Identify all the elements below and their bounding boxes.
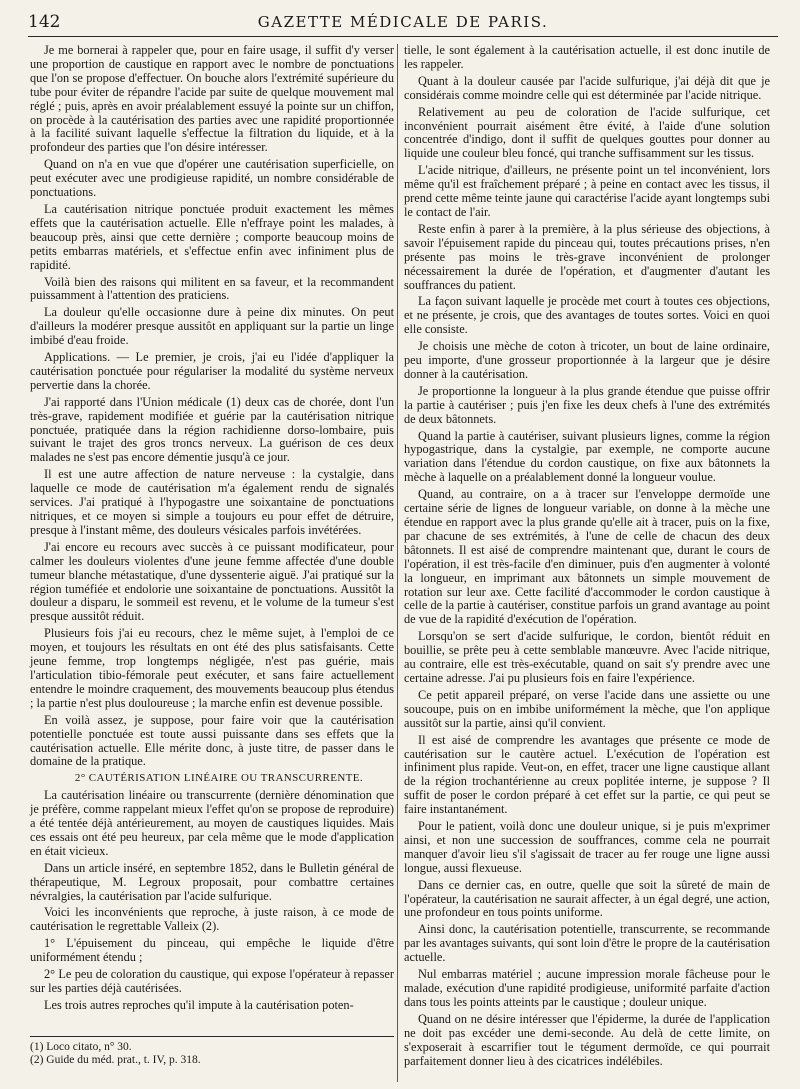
page-number: 142: [28, 12, 61, 32]
paragraph: La douleur qu'elle occasionne dure à peine dix minutes. On peut d'ailleurs la modérer presque aussitôt en appliquant sur la partie un linge imbibé d'eau froide.: [30, 305, 394, 348]
paragraph: L'acide nitrique, d'ailleurs, ne présente point un tel inconvénient, lors même qu'il est fraîchement préparé ; à peine en contact avec les tissus, il prend cette même teinte jaune qui caractérise l'acide ayant longtemps subi le contact de l'air.: [404, 163, 770, 219]
paragraph: Quand, au contraire, on a à tracer sur l'enveloppe dermoïde une certaine série de lignes de longueur variable, on donne à la mèche une étendue en rapport avec la plus grande qu'elle ait à tracer, puis on la fixe, par chacune de ses extrémités, à l'une de celle de chacun des deux bâtonnets. Il est aisé de comprendre maintenant que, durant le cours de l'opération, il est très-facile d'en diminuer, puis d'en augmenter à volonté la longueur, en imprimant aux bâtonnets un simple mouvement de rotation sur leur axe. Cette facilité d'accommoder le cordon caustique à celle de la partie à cautériser, constitue parfois un grand avantage au point de vue de la rapidité d'exécution de l'opération.: [404, 487, 770, 627]
footnotes: [30, 1036, 394, 1067]
paragraph: La cautérisation linéaire ou transcurrente (dernière dénomination que je préfère, comme rappelant mieux l'effet qu'on se propose de reproduire) a été tentée déjà antérieurement, au moyen de caustiques liquides. Mais ces essais ont été peu heureux, par cela même que le mode d'application en était vicieux.: [30, 788, 394, 858]
left-column: [30, 44, 394, 1016]
paragraph: Voilà bien des raisons qui militent en sa faveur, et la recommandent puissamment à l'attention des praticiens.: [30, 274, 394, 303]
paragraph: Quand on n'a en vue que d'opérer une cautérisation superficielle, on peut exécuter avec une prodigieuse rapidité, un nombre considérable de ponctuations.: [30, 157, 394, 200]
right-column: [404, 44, 770, 1071]
paragraph: Quant à la douleur causée par l'acide sulfurique, j'ai déjà dit que je considérais comme moindre celle qui est déterminée par l'acide nitrique.: [404, 73, 770, 102]
paragraph: Nul embarras matériel ; aucune impression morale fâcheuse pour le malade, exécution d'une rapidité prodigieuse, uniformité parfaite d'action dans tous les points atteints par le caustique ; douleur unique.: [404, 967, 770, 1009]
paragraph: Je proportionne la longueur à la plus grande étendue que puisse offrir la partie à cautériser ; puis j'en fixe les deux chefs à l'une des extrémités de deux bâtonnets.: [404, 383, 770, 426]
paragraph: J'ai rapporté dans l'Union médicale (1) deux cas de chorée, dont l'un très-grave, rapidement modifiée et guérie par la cautérisation nitrique ponctuée, pratiquée dans la région rachidienne dorso-lombaire, puis suivant le trajet des gros troncs nerveux. La guérison de ces deux malades ne s'est pas encore démentie jusqu'à ce jour.: [30, 394, 394, 465]
paragraph: Les trois autres reproches qu'il impute à la cautérisation poten-: [44, 997, 354, 1012]
paragraph: Lorsqu'on se sert d'acide sulfurique, le cordon, bientôt réduit en bouillie, se prête peu à cette semblable manœuvre. Avec l'acide nitrique, au contraire, elle est très-exécutable, quand on sait s'y prendre avec une certaine adresse. J'ai pu plusieurs fois en faire l'expérience.: [404, 629, 770, 685]
paragraph: Ce petit appareil préparé, on verse l'acide dans une assiette ou une soucoupe, puis on en imbibe uniformément la mèche, que l'on applique aussitôt sur la partie, ainsi qu'il convient.: [404, 687, 770, 730]
paragraph: En voilà assez, je suppose, pour faire voir que la cautérisation potentielle ponctuée est toute aussi puissante dans ses effets que la cautérisation actuelle. Elle mérite donc, à juste titre, de passer dans le domaine de la pratique.: [30, 712, 394, 769]
paragraph: Dans ce dernier cas, en outre, quelle que soit la sûreté de main de l'opérateur, la cautérisation ne saurait affecter, à un égal degré, une action, une profondeur en tous points uniforme.: [404, 877, 770, 920]
paragraph: Applications. — Le premier, je crois, j'ai eu l'idée d'appliquer la cautérisation ponctuée pour régulariser la modalité du système nerveux pervertie dans la chorée.: [30, 350, 394, 392]
paragraph: Voici les inconvénients que reproche, à juste raison, à ce mode de cautérisation le regrettable Valleix (2).: [30, 905, 394, 934]
paragraph: 2° Le peu de coloration du caustique, qui expose l'opérateur à repasser sur les parties déjà cautérisées.: [30, 967, 394, 995]
footnote: (1) Loco citato, n° 30.: [30, 1041, 132, 1053]
paragraph: Quand la partie à cautériser, suivant plusieurs lignes, comme la région hypogastrique, dans la cystalgie, par exemple, ne comporte aucune variation dans l'étendue du cordon caustique, on fixe aux bâtonnets la mèche à laquelle on a préalablement donné la longueur voulue.: [404, 428, 770, 485]
paragraph: Je me bornerai à rappeler que, pour en faire usage, il suffit d'y verser une proportion de caustique en rapport avec le nombre de ponctuations que l'on se propose d'effectuer. On bouche alors l'extrémité supérieure du tube pour éviter de répandre l'acide par suite de quelque mouvement mal réglé ; puis, après en avoir préalablement essuyé la pointe sur un chiffon, on procède à la cautérisation des parties avec une rapidité proportionnée à la facilité suivant laquelle s'effectue la filtration du liquide, et à la profondeur des parties que l'on désire intéresser.: [30, 43, 394, 155]
paragraph: Relativement au peu de coloration de l'acide sulfurique, cet inconvénient pourrait aisément être évité, à l'aide d'une solution concentrée d'indigo, dont il suffit de quelques gouttes pour donner au liquide une couleur bleu foncé, qui tranche suffisamment sur les tissus.: [404, 104, 770, 161]
paragraph: Quand on ne désire intéresser que l'épiderme, la durée de l'application ne doit pas excéder une demi-seconde. Au delà de cette limite, on s'exposerait à escarrifier tout le tégument dermoïde, ce qui pourrait parfaitement donner lieu à des cicatrices indélébiles.: [404, 1011, 770, 1068]
paragraph: La cautérisation nitrique ponctuée produit exactement les mêmes effets que la cautérisation actuelle. Elle n'effraye point les malades, à beaucoup près, ainsi que cette dernière ; comporte beaucoup moins de petits embarras matériels, et s'effectue enfin avec infiniment plus de rapidité.: [30, 201, 394, 272]
paragraph: La façon suivant laquelle je procède met court à toutes ces objections, et ne présente, je crois, que des avantages de toutes sortes. Voici en quoi elle consiste.: [404, 294, 770, 337]
paragraph: Il est aisé de comprendre les avantages que présente ce mode de cautérisation sur le cautère actuel. L'exécution de l'opération est infiniment plus rapide. Veut-on, en effet, tracer une ligne caustique allant de la région trochantérienne au creux poplitée interne, je suppose ? Il suffit de poser le cordon préparé à cet effet sur la partie, ce qui peut se faire instantanément.: [404, 732, 770, 817]
paragraph: Reste enfin à parer à la première, à la plus sérieuse des objections, à savoir l'épuisement rapide du pinceau qui, toutes précautions prises, n'en présente pas moins le très-grave inconvénient de prolonger nécessairement la durée de l'opération, et d'augmenter d'autant les souffrances du patient.: [404, 221, 770, 292]
column-divider: [397, 44, 398, 1082]
paragraph: Je choisis une mèche de coton à tricoter, un bout de laine ordinaire, peu importe, d'une grosseur proportionnée à la largeur que je désire donner à la cautérisation.: [404, 339, 770, 381]
paragraph: J'ai encore eu recours avec succès à ce puissant modificateur, pour calmer les douleurs violentes d'une jeune femme affectée d'une double tumeur blanche métastatique, d'une dyssenterie aiguë. J'ai pratiqué sur la région tuméfiée et endolorie une soixantaine de ponctuations. Aussitôt la douleur a disparu, le sommeil est revenu, et le volume de la tumeur s'est presque aussitôt réduit.: [30, 539, 394, 624]
paragraph: Plusieurs fois j'ai eu recours, chez le même sujet, à l'emploi de ce moyen, et toujours les résultats en ont été des plus satisfaisants. Cette jeune femme, trop longtemps négligée, n'est pas guérie, mais l'articulation tibio-fémorale peut exécuter, et sans faire actuellement entendre le moindre craquement, des mouvements beaucoup plus étendus ; la partie n'est plus douloureuse ; la marche enfin est devenue possible.: [30, 626, 394, 710]
running-title: GAZETTE MÉDICALE DE PARIS.: [257, 13, 549, 31]
paragraph: Il est une autre affection de nature nerveuse : la cystalgie, dans laquelle ce mode de cautérisation m'a également rendu de signalés services. J'ai pratiqué à l'hypogastre une soixantaine de ponctuations nitriques, et ce moyen si simple a toujours eu pour effet de détruire, presque à l'instant même, des douleurs vésicales parfois invétérées.: [30, 467, 394, 537]
paragraph: tielle, le sont également à la cautérisation actuelle, il est donc inutile de les rappeler.: [404, 43, 770, 71]
footnote: (2) Guide du méd. prat., t. IV, p. 318.: [30, 1054, 201, 1066]
paragraph: Ainsi donc, la cautérisation potentielle, transcurrente, se recommande par les avantages suivants, qui sont loin d'être le propre de la cautérisation actuelle.: [404, 922, 770, 965]
paragraph: Dans un article inséré, en septembre 1852, dans le Bulletin général de thérapeutique, M. Legroux proposait, pour combattre certaines névralgies, la cautérisation par l'acide sulfurique.: [30, 860, 394, 903]
paragraph: 1° L'épuisement du pinceau, qui empêche le liquide d'être uniformément étendu ;: [30, 936, 394, 965]
section-title: 2° CAUTÉRISATION LINÉAIRE OU TRANSCURRENTE.: [74, 772, 364, 785]
paragraph: Pour le patient, voilà donc une douleur unique, si je puis m'exprimer ainsi, et non une succession de souffrances, comme cela ne pourrait manquer d'avoir lieu s'il s'agissait de tracer au fer rouge une ligne aussi longue, aussi flexueuse.: [404, 819, 770, 875]
page-header: [28, 10, 778, 37]
